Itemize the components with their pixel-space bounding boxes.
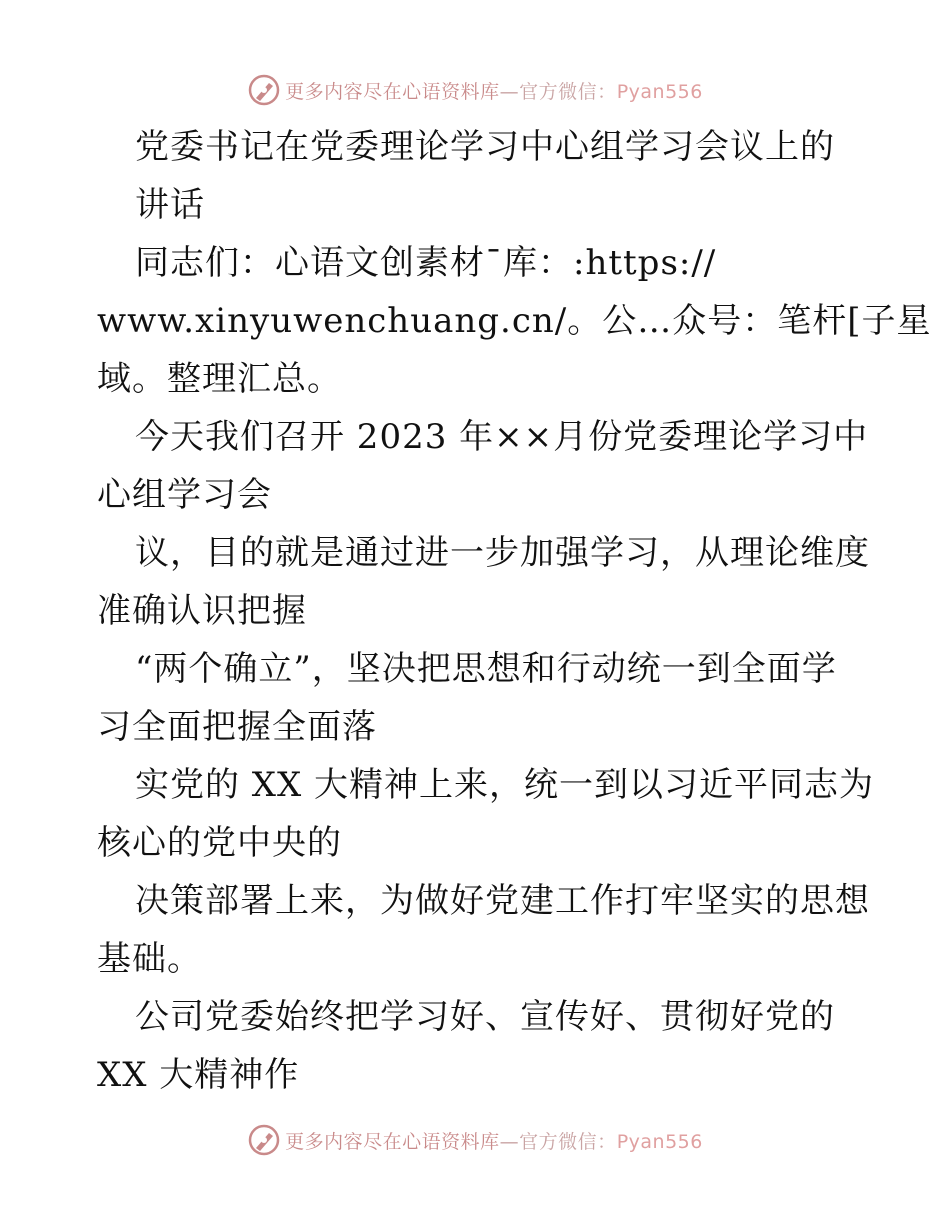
doc-line: 实党的 XX 大精神上来，统一到以习近平同志为 (135, 765, 875, 805)
doc-line: XX 大精神作 (97, 1055, 300, 1095)
doc-title-line-1: 党委书记在党委理论学习中心组学习会议上的 (135, 127, 835, 167)
doc-line: 习全面把握全面落 (97, 707, 377, 747)
doc-line: 公司党委始终把学习好、宣传好、贯彻好党的 (135, 997, 835, 1037)
banner-wechat-id: Pyan556 (616, 80, 703, 103)
pen-logo-icon (247, 73, 281, 107)
banner-wechat-label: 官方微信： (519, 1130, 617, 1153)
doc-line: 议，目的就是通过进一步加强学习，从理论维度 (135, 533, 870, 573)
banner-brand: 更多内容尽在心语资料库 (285, 80, 500, 103)
doc-line: 基础。 (97, 939, 202, 979)
doc-line: 今天我们召开 2023 年××月份党委理论学习中 (135, 417, 869, 457)
header-banner (0, 70, 950, 110)
banner-wechat-label: 官方微信： (519, 80, 617, 103)
doc-line: 决策部署上来，为做好党建工作打牢坚实的思想 (135, 881, 870, 921)
doc-line: 心组学习会 (97, 475, 272, 515)
doc-line: 同志们：心语文创素材¯库：:https:// (135, 243, 717, 283)
footer-banner (0, 1120, 950, 1160)
banner-separator: — (499, 80, 520, 103)
banner-wechat-id: Pyan556 (616, 1130, 703, 1153)
document-body (97, 118, 932, 1104)
banner-separator: — (499, 1130, 520, 1153)
doc-line: 核心的党中央的 (97, 823, 342, 863)
doc-line: 域。整理汇总。 (97, 359, 342, 399)
banner-brand: 更多内容尽在心语资料库 (285, 1130, 500, 1153)
pen-logo-icon (247, 1123, 281, 1157)
doc-line: 准确认识把握 (97, 591, 307, 631)
doc-line: “两个确立”，坚决把思想和行动统一到全面学 (135, 649, 837, 689)
doc-line: www.xinyuwenchuang.cn/。公…众号：笔杆[子星 (97, 301, 932, 341)
doc-title-line-2: 讲话 (135, 185, 205, 225)
